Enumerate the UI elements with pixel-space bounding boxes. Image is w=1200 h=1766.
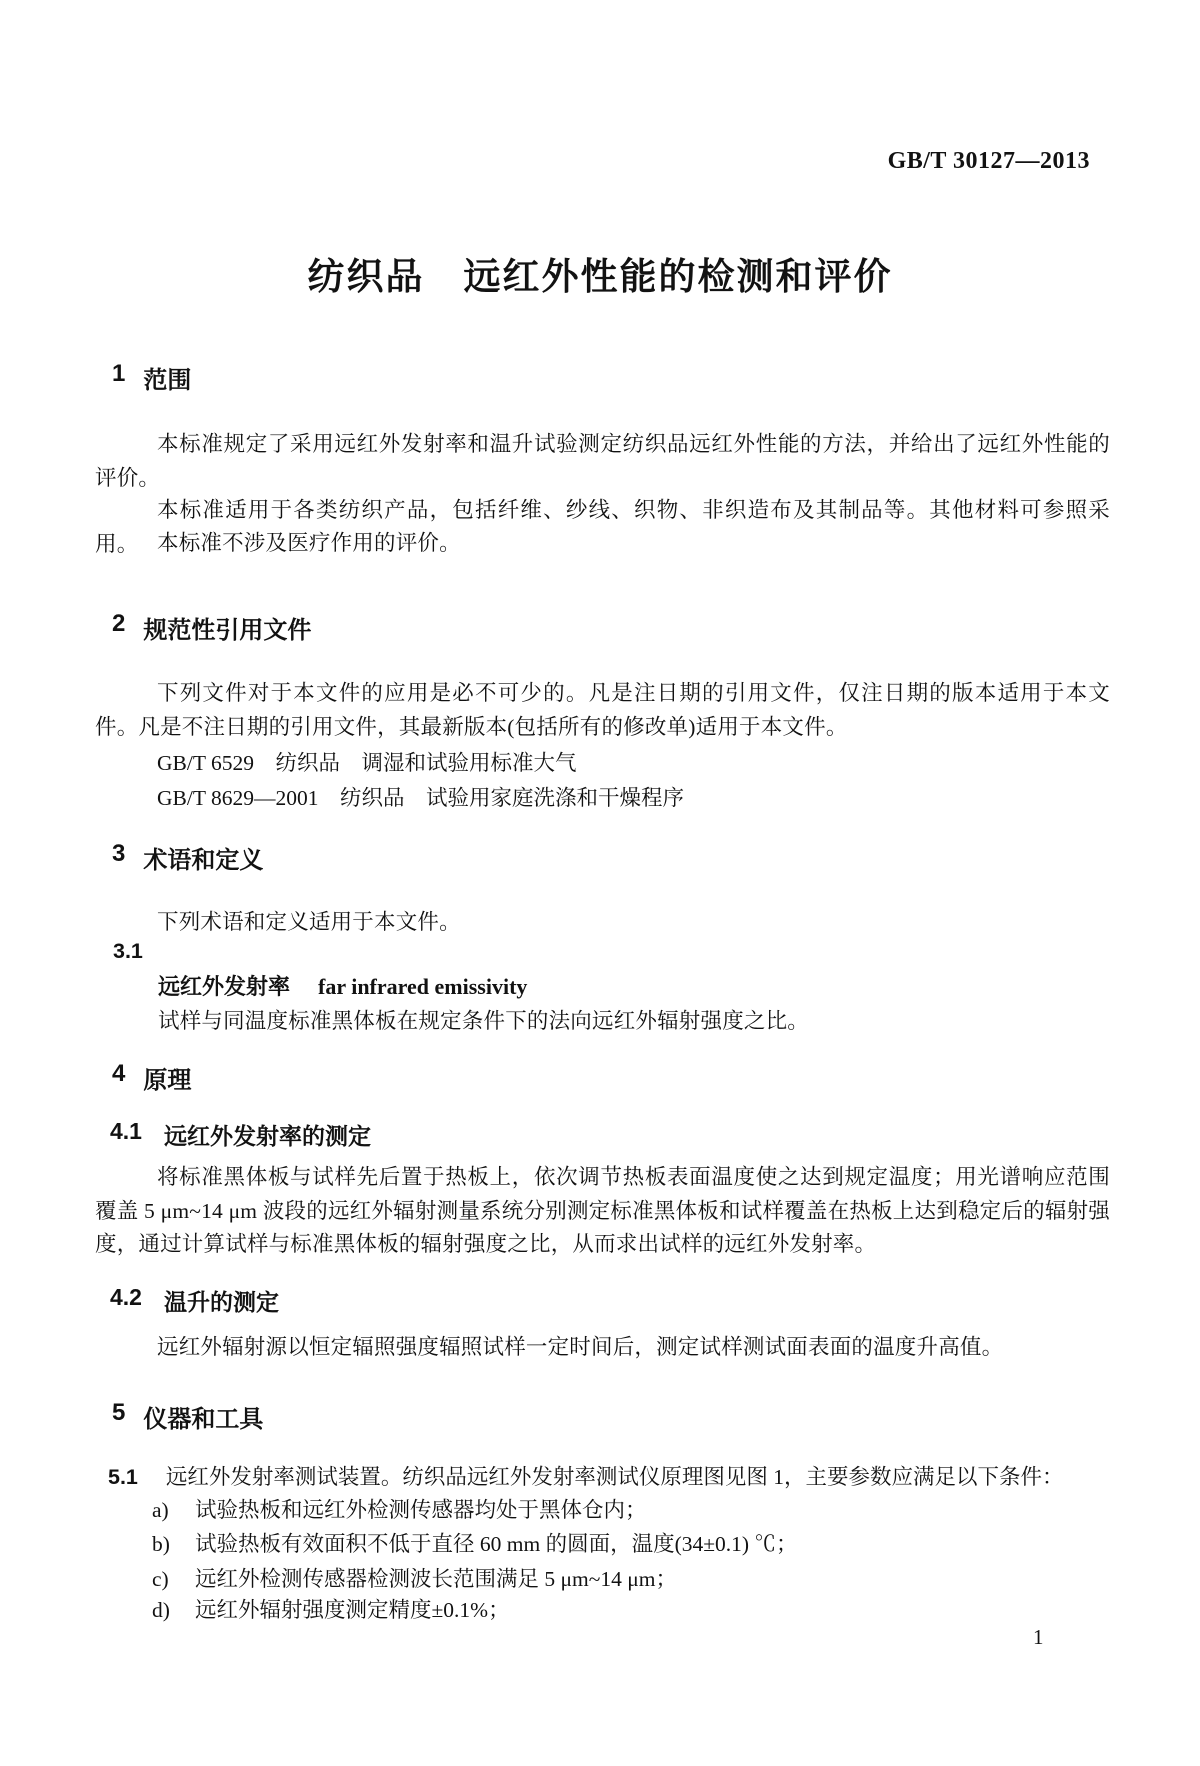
section-2-title: 规范性引用文件: [143, 617, 312, 644]
normative-reference-1: GB/T 6529 纺织品 调湿和试验用标准大气: [157, 751, 577, 775]
list-item-c-text: 远红外检测传感器检测波长范围满足 5 μm~14 μm；: [195, 1567, 678, 1591]
section-4-1-number: 4.1: [110, 1118, 142, 1144]
section-3-title: 术语和定义: [143, 847, 264, 874]
term-name-en: far infrared emissivity: [318, 974, 528, 999]
list-item-a: [95, 1494, 1110, 1528]
section-4-2-title: 温升的测定: [163, 1289, 279, 1315]
list-item-a-text: 试验热板和远红外检测传感器均处于黑体仓内；: [195, 1498, 647, 1522]
section-4-number: 4: [112, 1060, 126, 1087]
section-1-paragraph-3: 本标准不涉及医疗作用的评价。: [157, 531, 461, 555]
list-item-b: [95, 1528, 1110, 1562]
section-1-number: 1: [112, 360, 126, 387]
section-4-title: 原理: [143, 1067, 192, 1094]
document-title: 纺织品 远红外性能的检测和评价: [307, 256, 893, 297]
clause-5-1-text: 远红外发射率测试装置。纺织品远红外发射率测试仪原理图见图 1，主要参数应满足以下条件：: [165, 1465, 1064, 1489]
list-item-d-text: 远红外辐射强度测定精度±0.1%；: [195, 1598, 510, 1622]
list-item-c-label: c): [152, 1567, 169, 1591]
section-4-1-title: 远红外发射率的测定: [163, 1123, 371, 1149]
section-1-title: 范围: [143, 367, 192, 394]
section-1-heading: [112, 360, 191, 395]
term-number: 3.1: [113, 939, 143, 963]
section-3-heading: [112, 840, 263, 875]
doc-number: GB/T 30127—2013: [887, 148, 1090, 174]
section-3-intro: 下列术语和定义适用于本文件。: [157, 910, 461, 934]
section-4-2-heading: [110, 1284, 279, 1317]
page-number: 1: [1033, 1625, 1044, 1649]
list-item-b-text: 试验热板有效面积不低于直径 60 mm 的圆面，温度(34±0.1) ℃；: [195, 1532, 798, 1556]
section-2-number: 2: [112, 610, 126, 637]
section-2-heading: [112, 610, 311, 645]
section-5-heading: [112, 1399, 263, 1434]
term-name-zh: 远红外发射率: [158, 974, 291, 999]
section-3-number: 3: [112, 840, 126, 867]
section-4-heading: [112, 1060, 191, 1095]
list-item-d-label: d): [152, 1598, 170, 1622]
list-item-d: [95, 1594, 1110, 1628]
section-4-1-heading: [110, 1118, 371, 1151]
section-1-paragraph-2: 本标准适用于各类纺织产品，包括纤维、纱线、织物、非织造布及其制品等。其他材料可参照采用。: [95, 498, 1110, 556]
section-4-2-number: 4.2: [110, 1284, 142, 1310]
term-entry: [158, 970, 527, 1001]
section-1-paragraph-1: 本标准规定了采用远红外发射率和温升试验测定纺织品远红外性能的方法，并给出了远红外性能的评价。: [95, 432, 1110, 490]
clause-5-1-number: 5.1: [108, 1465, 138, 1489]
section-4-1-paragraph: 将标准黑体板与试样先后置于热板上，依次调节热板表面温度使之达到规定温度；用光谱响应范围覆盖 5 μm~14 μm 波段的远红外辐射测量系统分别测定标准黑体板和试样覆盖在热板上达到稳定后的辐射强度，通过计算试样与标准黑体板的辐射强度之比，从而求出试样的远红外发射率。: [95, 1165, 1110, 1256]
section-4-2-paragraph: 远红外辐射源以恒定辐照强度辐照试样一定时间后，测定试样测试面表面的温度升高值。: [157, 1335, 1004, 1359]
section-2-paragraph-1: 下列文件对于本文件的应用是必不可少的。凡是注日期的引用文件，仅注日期的版本适用于本文件。凡是不注日期的引用文件，其最新版本(包括所有的修改单)适用于本文件。: [95, 681, 1110, 739]
term-definition: 试样与同温度标准黑体板在规定条件下的法向远红外辐射强度之比。: [158, 1009, 810, 1033]
list-item-a-label: a): [152, 1498, 169, 1522]
clause-5-1: [95, 1461, 1110, 1495]
section-5-number: 5: [112, 1399, 126, 1426]
list-item-c: [95, 1563, 1110, 1597]
list-item-b-label: b): [152, 1532, 170, 1556]
normative-reference-2: GB/T 8629—2001 纺织品 试验用家庭洗涤和干燥程序: [157, 786, 684, 810]
section-5-title: 仪器和工具: [143, 1406, 264, 1433]
